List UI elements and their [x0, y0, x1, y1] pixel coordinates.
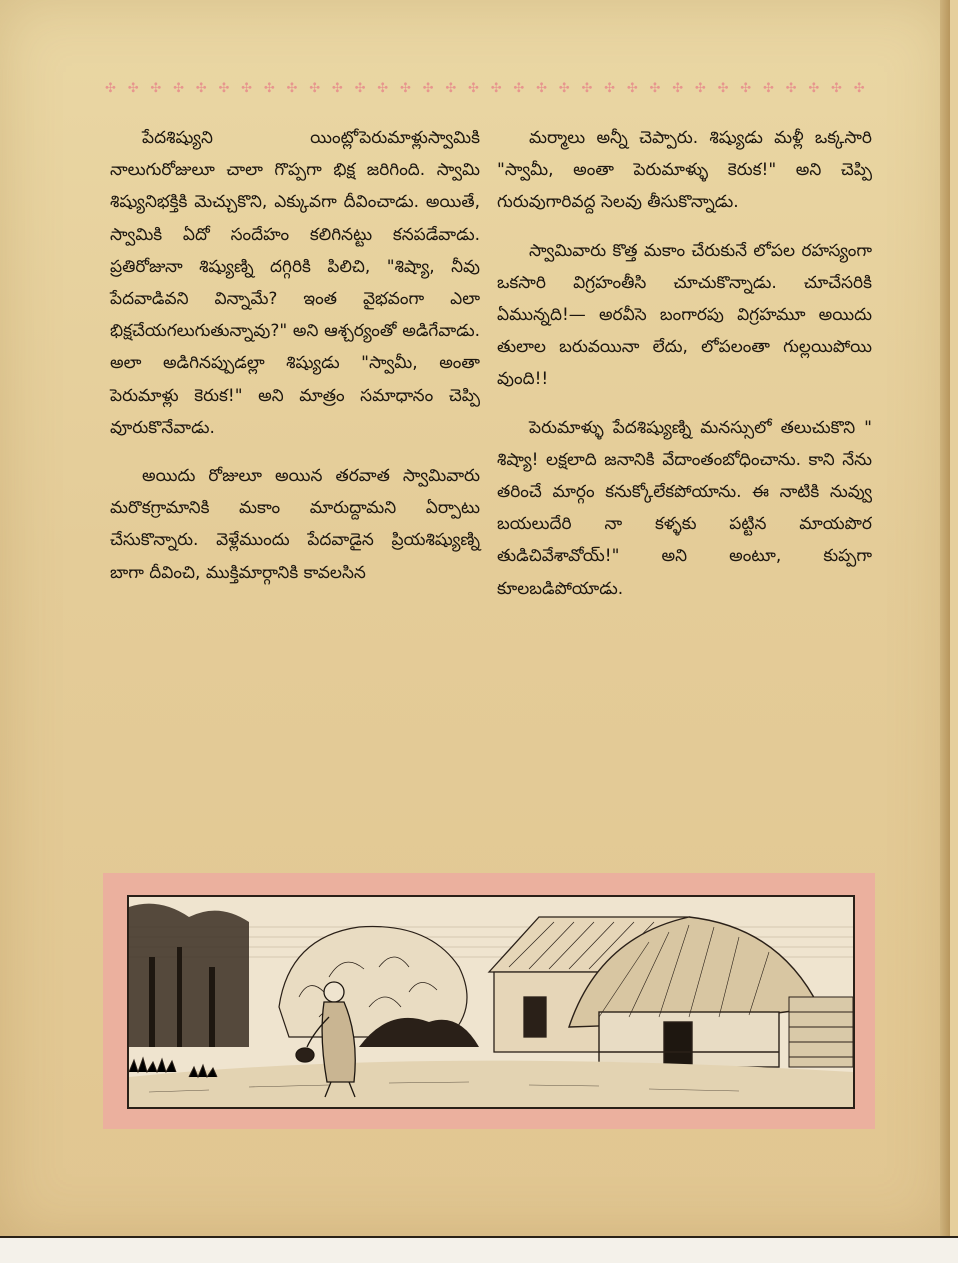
ornament-glyph: ✣ — [241, 81, 253, 96]
ornament-glyph: ✣ — [173, 81, 184, 96]
ornament-glyph: ✣ — [445, 81, 457, 96]
ornament-glyph: ✣ — [331, 81, 343, 96]
ornament-glyph: ✣ — [218, 81, 230, 96]
ornament-glyph: ✣ — [399, 81, 411, 96]
ornament-glyph: ✣ — [536, 81, 547, 96]
ornament-glyph: ✣ — [740, 81, 752, 96]
illustration-village-scene — [127, 895, 855, 1109]
ornament-glyph: ✣ — [649, 81, 661, 96]
ornament-glyph: ✣ — [309, 81, 321, 96]
ornament-glyph: ✣ — [263, 81, 275, 96]
ornament-glyph: ✣ — [422, 81, 434, 96]
ornament-glyph: ✣ — [785, 81, 797, 96]
ornament-glyph: ✣ — [490, 81, 502, 96]
ornament-glyph: ✣ — [581, 81, 593, 96]
ornament-glyph: ✣ — [354, 81, 366, 96]
ornament-glyph: ✣ — [127, 81, 139, 96]
ornament-glyph: ✣ — [717, 81, 729, 96]
ornament-glyph: ✣ — [808, 81, 820, 96]
ornament-glyph: ✣ — [468, 81, 479, 96]
ornament-glyph: ✣ — [604, 81, 616, 96]
ornament-glyph: ✣ — [150, 81, 162, 96]
paragraph: మర్మాలు అన్నీ చెప్పారు. శిష్యుడు మళ్లీ ఒక్కసారి "స్వామీ, అంతా పెరుమాళ్ళు కెరుక!" అని చెప్పి గురువుగారివద్ద సెలవు తీసుకొన్నాడు. — [497, 128, 872, 213]
paragraph: పెరుమాళ్ళు పేదశిష్యుణ్ని మనస్సులో తలుచుకొని " శిష్యా! లక్షలాది జనానికి వేదాంతంబోధించాను. కాని నేను తరించే మార్గం కనుక్కోలేకపోయాను. ఈ నాటికి నువ్వు బయలుదేరి నా కళ్ళకు పట్టిన మాయపొర తుడిచివేశావోయ్!" అని అంటూ, కుప్పగా కూలబడిపోయాడు. — [497, 417, 872, 599]
ornament-glyph: ✣ — [558, 81, 570, 96]
ornament-glyph: ✣ — [626, 81, 638, 96]
trees — [129, 904, 249, 1047]
ornament-glyph: ✣ — [694, 81, 706, 96]
ornament-glyph: ✣ — [377, 81, 389, 96]
ornament-glyph: ✣ — [853, 81, 865, 96]
ornament-glyph: ✣ — [672, 81, 684, 96]
paragraph: అయిదు రోజులూ అయిన తరవాత స్వామివారు మరొకగ్రామానికి మకాం మారుద్దామని ఏర్పాటు చేసుకొన్నారు. వెళ్లేముందు పేదవాడైన ప్రియశిష్యుణ్ని బాగా దీవించి, ముక్తిమార్గానికి కావలసిన — [110, 466, 480, 583]
page-edge-shadow — [940, 0, 950, 1240]
village-drawing — [129, 897, 853, 1107]
ornament-glyph: ✣ — [195, 81, 207, 96]
ornament-glyph: ✣ — [286, 81, 298, 96]
decorative-border-row — [105, 80, 865, 98]
ornament-glyph: ✣ — [513, 81, 525, 96]
text-column-right — [497, 122, 872, 621]
illustration-frame — [103, 873, 875, 1129]
ornament-glyph: ✣ — [105, 81, 116, 96]
ornament-glyph: ✣ — [831, 81, 842, 96]
page-bottom-edge — [0, 1238, 958, 1263]
paragraph: పేదశిష్యుని యింట్లోపెరుమాళ్లుస్వామికి నాలుగురోజులూ చాలా గొప్పగా భిక్ష జరిగింది. స్వామి శిష్యునిభక్తికి మెచ్చుకొని, ఎక్కువగా దీవించాడు. అయితే, స్వామికి ఏదో సందేహం కలిగినట్టు కనపడేవాడు. ప్రతిరోజునా శిష్యుణ్ని దగ్గిరికి పిలిచి, "శిష్యా, నీవు పేదవాడివని విన్నామే? ఇంత వైభవంగా ఎలా భిక్షచేయగలుగుతున్నావు?" అని ఆశ్చర్యంతో అడిగేవాడు. అలా అడిగినప్పుడల్లా శిష్యుడు "స్వామీ, అంతా పెరుమాళ్లు కెరుక!" అని మాత్రం సమాధానం చెప్పి వూరుకొనేవాడు. — [110, 128, 480, 438]
text-column-left — [110, 122, 480, 605]
ornament-glyph: ✣ — [762, 81, 774, 96]
paragraph: స్వామివారు కొత్త మకాం చేరుకునే లోపల రహస్యంగా ఒకసారి విగ్రహంతీసి చూచుకొన్నాడు. చూచేసరికి ఏమున్నది!— అరవీసె బంగారపు విగ్రహమూ అయిదు తులాల బరువయినా లేదు, లోపలంతా గుల్లయిపోయి వుంది!! — [497, 240, 872, 390]
